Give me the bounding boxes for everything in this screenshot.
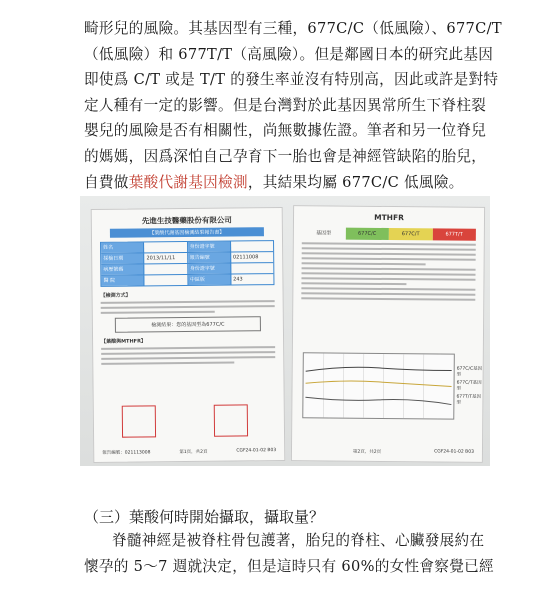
table-cell: 2013/11/11 [144, 253, 187, 263]
text-placeholder [101, 300, 275, 304]
text-placeholder [101, 356, 275, 360]
text-line: 懷孕的 5～7 週就決定，但是這時只有 60%的女性會察覺已經 [84, 557, 494, 575]
result-box: 檢測結果：您的基因型為677C/C [115, 316, 261, 333]
page-footer [102, 448, 276, 456]
series-line-ct [306, 381, 452, 387]
text-placeholder [101, 346, 275, 350]
bar-high-risk: 677T/T [432, 228, 476, 240]
table-cell: 身份證字號 [188, 242, 231, 252]
text-line: 即使爲 C/T 或是 T/T 的發生率並沒有特別高，因此或許是對特 [84, 71, 499, 89]
table-cell: 身份證字號 [188, 264, 231, 274]
text-placeholder [302, 252, 476, 256]
text-line: 的媽媽，因爲深怕自己孕育下一胎也會是神經管缺陷的胎兒， [84, 147, 487, 165]
section-title: 【檢測方式】 [100, 292, 131, 299]
legend-item: 677C/T基因型 [456, 380, 482, 392]
text-line: 嬰兒的風險是否有相關性，尚無數據佐證。筆者和另一位脊兒 [84, 122, 487, 140]
text-placeholder [302, 262, 426, 265]
seal-stamp [122, 405, 156, 437]
table-cell: 採檢日期 [101, 253, 144, 263]
table-cell: 報告編號 [188, 253, 231, 263]
table-cell: 姓名 [101, 242, 144, 252]
section-heading: （三）葉酸何時開始攝取，攝取量？ [84, 508, 325, 526]
paragraph-1 [84, 16, 502, 195]
bar-mid-risk: 677C/T [389, 228, 433, 240]
series-line-tt [305, 397, 451, 404]
report-number: 報告編號：021113008 [102, 450, 151, 456]
text-placeholder [302, 272, 476, 276]
page-footer [300, 448, 474, 456]
table-cell: 中區版 [188, 275, 231, 285]
text-segment: ，其結果均屬 677C/C 低風險。 [247, 173, 464, 191]
genotype-risk-bar [302, 227, 476, 241]
text-placeholder [301, 287, 475, 291]
report-subtitle: 【葉酸代謝基因檢測結果報告書】 [110, 227, 264, 238]
seal-stamp [214, 404, 248, 436]
bar-low-risk: 677C/C [345, 228, 389, 240]
text-placeholder [101, 311, 215, 314]
legend-item: 677C/C基因型 [456, 366, 483, 378]
text-line: 畸形兒的風險。其基因型有三種，677C/C（低風險）、677C/T [84, 20, 502, 37]
table-cell [145, 275, 188, 285]
table-cell [144, 242, 187, 252]
text-placeholder [101, 362, 234, 365]
bar-label: 基因型 [316, 230, 332, 237]
text-placeholder [101, 305, 275, 309]
text-placeholder [302, 267, 476, 271]
table-cell: 02111008 [232, 254, 259, 261]
enzyme-activity-chart [302, 352, 455, 419]
series-line-cc [306, 367, 452, 373]
table-cell: 病歷號碼 [101, 264, 144, 274]
text-placeholder [302, 247, 476, 251]
page-number: 第2頁，共2頁 [352, 449, 382, 455]
text-placeholder [301, 282, 406, 285]
text-placeholder [302, 257, 476, 261]
table-cell: 醫 院 [101, 275, 144, 285]
highlight-test-name: 葉酸代謝基因檢測 [128, 173, 248, 191]
form-code: CGF24-01-02 B03 [434, 449, 474, 455]
section-title: 【葉酸與MTHFR】 [101, 338, 146, 345]
page-number: 第1頁，共2頁 [179, 449, 208, 456]
text-placeholder [301, 292, 475, 296]
paragraph-2 [84, 528, 494, 579]
table-cell [145, 264, 188, 274]
text-line: 脊髓神經是被脊柱骨包護著，胎兒的脊柱、心臟發展約在 [112, 532, 485, 549]
text-segment: 自費做 [84, 173, 129, 191]
text-line: 定人種有一定的影響。但是台灣對於此基因異常所生下脊柱裂 [84, 96, 487, 114]
patient-info-table [100, 240, 274, 287]
table-cell [231, 263, 273, 273]
legend-item: 677T/T基因型 [456, 394, 482, 406]
report-page-1 [91, 207, 286, 463]
gene-title: MTHFR [374, 212, 404, 223]
text-placeholder [302, 242, 476, 246]
report-photo [80, 196, 490, 466]
form-code: CGF24-01-02 B03 [236, 448, 277, 454]
table-cell [231, 241, 273, 251]
company-name: 先進生技醫藥股份有限公司 [141, 215, 232, 226]
table-cell: 243 [233, 276, 243, 283]
text-placeholder [301, 277, 475, 281]
text-line-last [84, 170, 476, 196]
text-placeholder [101, 351, 275, 355]
text-line: （低風險）和 677T/T（高風險）。但是鄰國日本的研究此基因 [84, 45, 494, 63]
report-page-2 [291, 205, 485, 463]
text-placeholder [301, 297, 475, 301]
